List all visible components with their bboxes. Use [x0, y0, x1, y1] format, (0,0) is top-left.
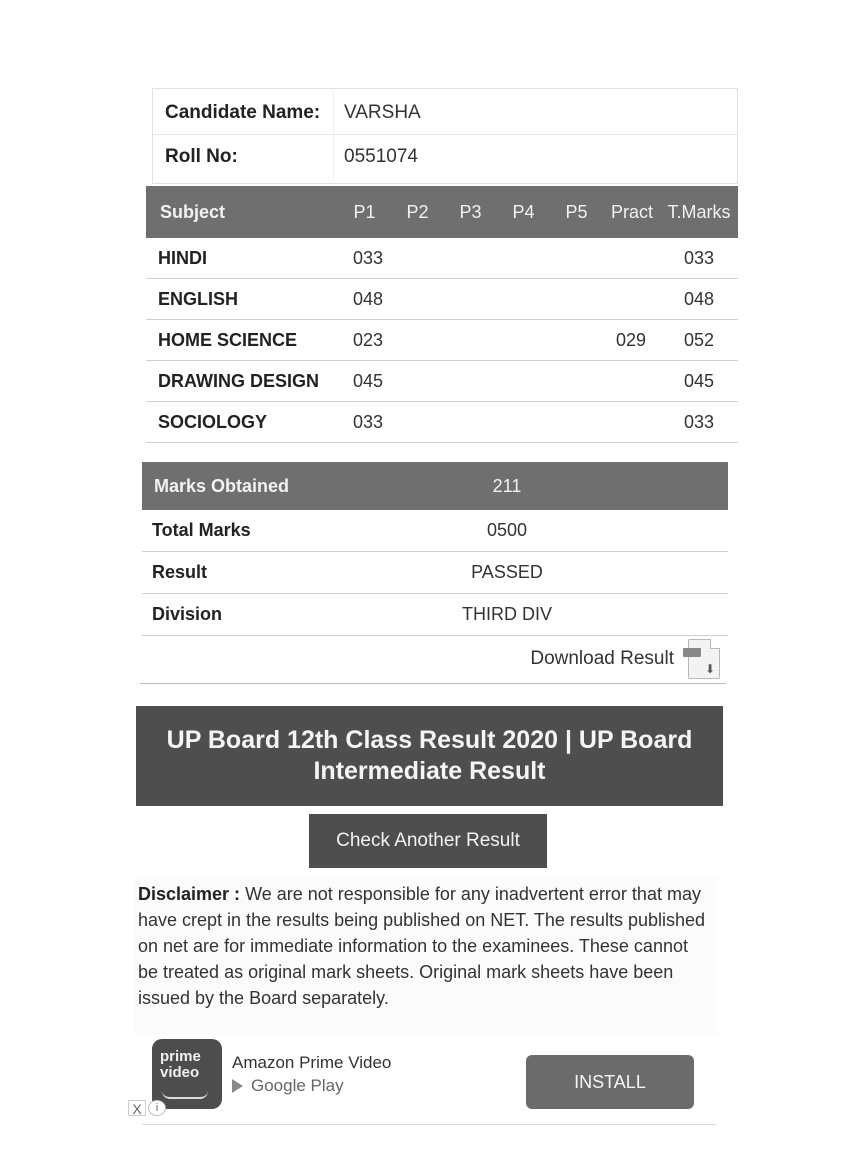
total-mark: 033 [683, 411, 715, 432]
table-row [146, 361, 738, 402]
subject-name: SOCIOLOGY [158, 411, 268, 432]
marks-obtained-value: 211 [492, 475, 522, 496]
roll-number-label: Roll No: [165, 146, 238, 167]
result-value: PASSED [471, 562, 543, 582]
p1-mark: 033 [352, 411, 384, 432]
result-row [142, 552, 728, 594]
subject-table-header [146, 186, 738, 238]
smile-icon [162, 1091, 208, 1099]
marks-obtained-label: Marks Obtained [154, 475, 290, 496]
total-marks-label: Total Marks [152, 520, 251, 540]
table-row [146, 402, 738, 443]
app-install-ad[interactable] [128, 1036, 714, 1122]
candidate-info-card [152, 88, 738, 184]
header-pract: Pract [610, 201, 653, 222]
total-marks-row [142, 510, 728, 552]
logo-line-2: video [160, 1064, 200, 1081]
candidate-name-label: Candidate Name: [165, 101, 321, 123]
p1-mark: 023 [352, 329, 384, 350]
total-mark: 052 [683, 329, 715, 350]
candidate-name-value: VARSHA [333, 91, 421, 134]
result-summary [142, 462, 728, 636]
result-banner [136, 706, 723, 806]
prime-video-logo[interactable] [152, 1039, 222, 1109]
p1-mark: 033 [352, 247, 384, 268]
p1-mark: 048 [352, 288, 384, 309]
total-mark: 045 [683, 370, 715, 391]
google-play-icon [232, 1079, 243, 1093]
check-another-result-button[interactable]: Check Another Result [309, 814, 547, 868]
info-icon[interactable]: i [148, 1100, 166, 1116]
subject-marks-table [146, 186, 738, 443]
subject-name: DRAWING DESIGN [158, 370, 320, 391]
install-button[interactable]: INSTALL [526, 1055, 694, 1109]
candidate-name-row [153, 91, 737, 135]
disclaimer-heading: Disclaimer : [138, 884, 241, 904]
subject-name: HOME SCIENCE [158, 329, 298, 350]
roll-number-row [153, 135, 737, 179]
pdf-download-icon[interactable]: ⬇ [688, 639, 720, 679]
table-row [146, 279, 738, 320]
header-p4: P4 [512, 201, 535, 222]
table-row [146, 238, 738, 279]
ad-store [232, 1076, 344, 1096]
header-p5: P5 [565, 201, 588, 222]
marks-obtained-row [142, 462, 728, 510]
download-result-link[interactable]: Download Result [530, 647, 674, 669]
division-value: THIRD DIV [462, 604, 552, 624]
total-mark: 033 [683, 247, 715, 268]
header-subject: Subject [160, 201, 226, 222]
pract-mark: 029 [615, 329, 647, 350]
ad-app-title[interactable]: Amazon Prime Video [232, 1053, 392, 1072]
header-total-marks: T.Marks [667, 201, 731, 222]
download-result-row [140, 634, 726, 684]
ad-store-label: Google Play [251, 1076, 344, 1095]
p1-mark: 045 [352, 370, 384, 391]
header-p1: P1 [353, 201, 376, 222]
header-p3: P3 [459, 201, 482, 222]
header-p2: P2 [406, 201, 429, 222]
disclaimer-text: We are not responsible for any inadvertent error that may have crept in the results being published on NET. The results published on net are for immediate information to the examinees. These cannot be treated as original mark sheets. Original mark sheets have been issued by the Board separately. [138, 884, 706, 1008]
disclaimer [134, 877, 716, 1035]
total-marks-value: 0500 [486, 520, 528, 540]
subject-name: HINDI [158, 247, 207, 268]
division-label: Division [152, 604, 223, 624]
table-row [146, 320, 738, 361]
logo-line-1: prime [160, 1048, 201, 1065]
roll-number-value: 0551074 [333, 135, 418, 179]
total-mark: 048 [683, 288, 715, 309]
result-label: Result [152, 562, 208, 582]
division-row [142, 594, 728, 636]
banner-line-1: UP Board 12th Class Result 2020 | UP Board [166, 726, 693, 754]
close-icon[interactable]: X [128, 1100, 146, 1116]
subject-name: ENGLISH [158, 288, 239, 309]
divider [142, 1124, 716, 1125]
banner-line-2: Intermediate Result [313, 757, 546, 785]
